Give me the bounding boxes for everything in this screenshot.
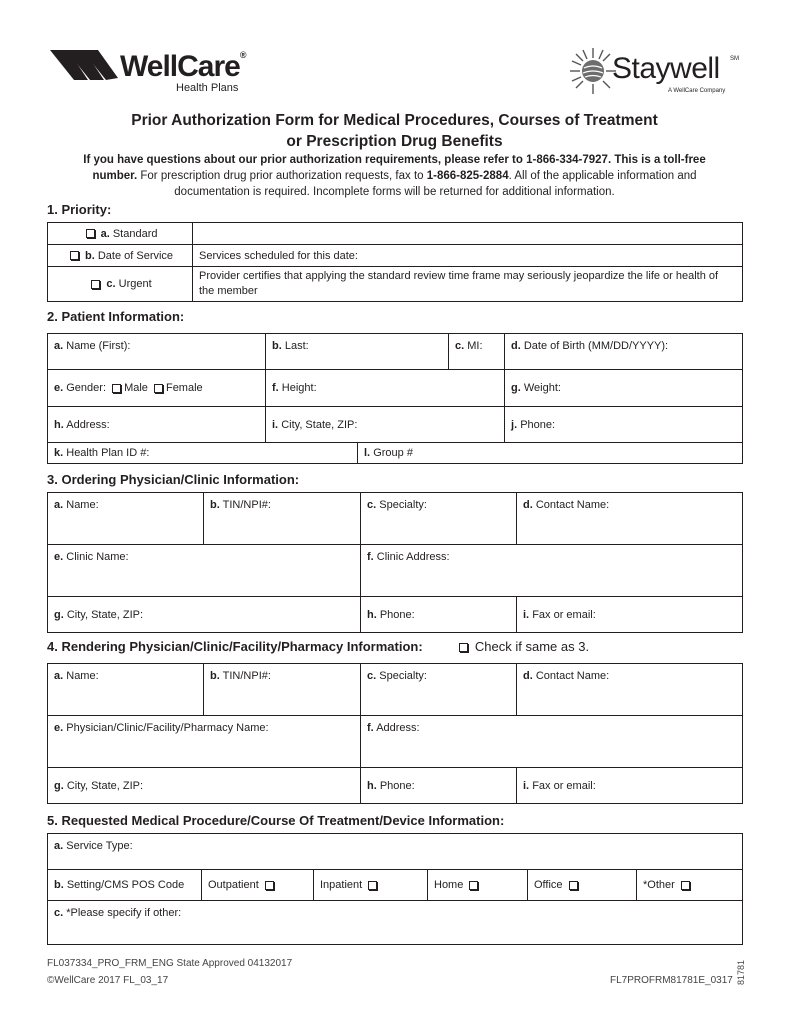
footer-copyright: ©WellCare 2017 FL_03_17 [47, 975, 169, 986]
ordering-specialty-field[interactable]: c. Specialty: [361, 493, 517, 545]
urgent-certification: Provider certifies that applying the standard review time frame may seriously jeopardize the life or health of the member [193, 267, 743, 302]
setting-home[interactable]: Home [428, 870, 528, 901]
staywell-sm: SM [730, 56, 739, 62]
footer-form-code: FL7PROFRM81781E_0317 [610, 975, 733, 986]
male-checkbox[interactable] [112, 384, 121, 393]
rendering-facility-name-field[interactable]: e. Physician/Clinic/Facility/Pharmacy Name: [48, 716, 361, 768]
last-name-field[interactable]: b. Last: [266, 334, 449, 370]
wellcare-swoosh-icon [48, 48, 120, 82]
priority-table [47, 222, 743, 302]
rendering-fax-email-field[interactable]: i. Fax or email: [517, 768, 743, 804]
same-as-3-option[interactable]: Check if same as 3. [456, 639, 589, 654]
section-2-heading: 2. Patient Information: [47, 309, 185, 324]
patient-table [47, 333, 743, 464]
ordering-fax-email-field[interactable]: i. Fax or email: [517, 597, 743, 633]
rendering-address-field[interactable]: f. Address: [361, 716, 743, 768]
setting-other[interactable]: *Other [637, 870, 743, 901]
rendering-city-state-zip-field[interactable]: g. City, State, ZIP: [48, 768, 361, 804]
office-checkbox[interactable] [569, 881, 578, 890]
form-title-line1: Prior Authorization Form for Medical Procedures, Courses of Treatment [131, 112, 658, 129]
section-4-heading: 4. Rendering Physician/Clinic/Facility/Pharmacy Information: Check if same as 3. [47, 639, 590, 654]
clinic-address-field[interactable]: f. Clinic Address: [361, 545, 743, 597]
address-field[interactable]: h. Address: [48, 407, 266, 443]
section-5-heading: 5. Requested Medical Procedure/Course Of Treatment/Device Information: [47, 813, 505, 828]
procedure-table [47, 833, 743, 945]
rendering-phone-field[interactable]: h. Phone: [361, 768, 517, 804]
inpatient-checkbox[interactable] [368, 881, 377, 890]
checkbox-icon[interactable] [86, 229, 95, 238]
service-type-field[interactable]: a. Service Type: [48, 834, 743, 870]
intro-text: If you have questions about our prior authorization requirements, please refer to 1-866-334-7927. This is a toll-free number. For prescription drug prior authorization requests, fax to 1-866-825-2884. All of the applicable information and documentation is required. Incomplete forms will be returned for additional information. [83, 154, 706, 198]
phone-field[interactable]: j. Phone: [505, 407, 743, 443]
priority-urgent[interactable]: c. Urgent [48, 267, 193, 302]
ordering-phone-field[interactable]: h. Phone: [361, 597, 517, 633]
group-number-field[interactable]: l. Group # [358, 443, 743, 464]
section-1-heading: 1. Priority: [47, 202, 112, 217]
ordering-name-field[interactable]: a. Name: [48, 493, 204, 545]
ordering-city-state-zip-field[interactable]: g. City, State, ZIP: [48, 597, 361, 633]
setting-office[interactable]: Office [528, 870, 637, 901]
wellcare-name: WellCare® [120, 50, 246, 83]
footer-vertical-code: 81781 [736, 959, 746, 985]
ordering-physician-table [47, 492, 743, 633]
date-of-service-field[interactable]: Services scheduled for this date: [193, 245, 743, 267]
setting-pos-label: b. Setting/CMS POS Code [48, 870, 202, 901]
same-as-3-checkbox[interactable] [459, 643, 468, 652]
mi-field[interactable]: c. MI: [449, 334, 505, 370]
city-state-zip-field[interactable]: i. City, State, ZIP: [266, 407, 505, 443]
rendering-tin-npi-field[interactable]: b. TIN/NPI#: [204, 664, 361, 716]
home-checkbox[interactable] [469, 881, 478, 890]
wellcare-subtitle: Health Plans [176, 82, 239, 94]
other-checkbox[interactable] [681, 881, 690, 890]
section-3-heading: 3. Ordering Physician/Clinic Information: [47, 472, 300, 487]
priority-standard[interactable]: a. Standard [48, 223, 193, 245]
rendering-contact-name-field[interactable]: d. Contact Name: [517, 664, 743, 716]
checkbox-icon[interactable] [70, 251, 79, 260]
staywell-logo [568, 46, 748, 98]
ordering-tin-npi-field[interactable]: b. TIN/NPI#: [204, 493, 361, 545]
staywell-sun-icon [568, 46, 618, 96]
rendering-specialty-field[interactable]: c. Specialty: [361, 664, 517, 716]
form-title-line2: or Prescription Drug Benefits [286, 133, 503, 150]
ordering-contact-name-field[interactable]: d. Contact Name: [517, 493, 743, 545]
clinic-name-field[interactable]: e. Clinic Name: [48, 545, 361, 597]
height-field[interactable]: f. Height: [266, 370, 505, 407]
rendering-physician-table [47, 663, 743, 804]
gender-field[interactable]: e. Gender: Male Female [48, 370, 266, 407]
setting-inpatient[interactable]: Inpatient [314, 870, 428, 901]
priority-date-of-service[interactable]: b. Date of Service [48, 245, 193, 267]
outpatient-checkbox[interactable] [265, 881, 274, 890]
wellcare-logo [48, 48, 248, 96]
specify-other-field[interactable]: c. *Please specify if other: [48, 901, 743, 945]
rendering-name-field[interactable]: a. Name: [48, 664, 204, 716]
staywell-subtitle: A WellCare Company [668, 88, 726, 94]
first-name-field[interactable]: a. Name (First): [48, 334, 266, 370]
checkbox-icon[interactable] [91, 280, 100, 289]
health-plan-id-field[interactable]: k. Health Plan ID #: [48, 443, 358, 464]
weight-field[interactable]: g. Weight: [505, 370, 743, 407]
female-checkbox[interactable] [154, 384, 163, 393]
setting-outpatient[interactable]: Outpatient [202, 870, 314, 901]
dob-field[interactable]: d. Date of Birth (MM/DD/YYYY): [505, 334, 743, 370]
staywell-name: Staywell [612, 52, 720, 85]
footer-form-id: FL037334_PRO_FRM_ENG State Approved 04132017 [47, 958, 293, 969]
